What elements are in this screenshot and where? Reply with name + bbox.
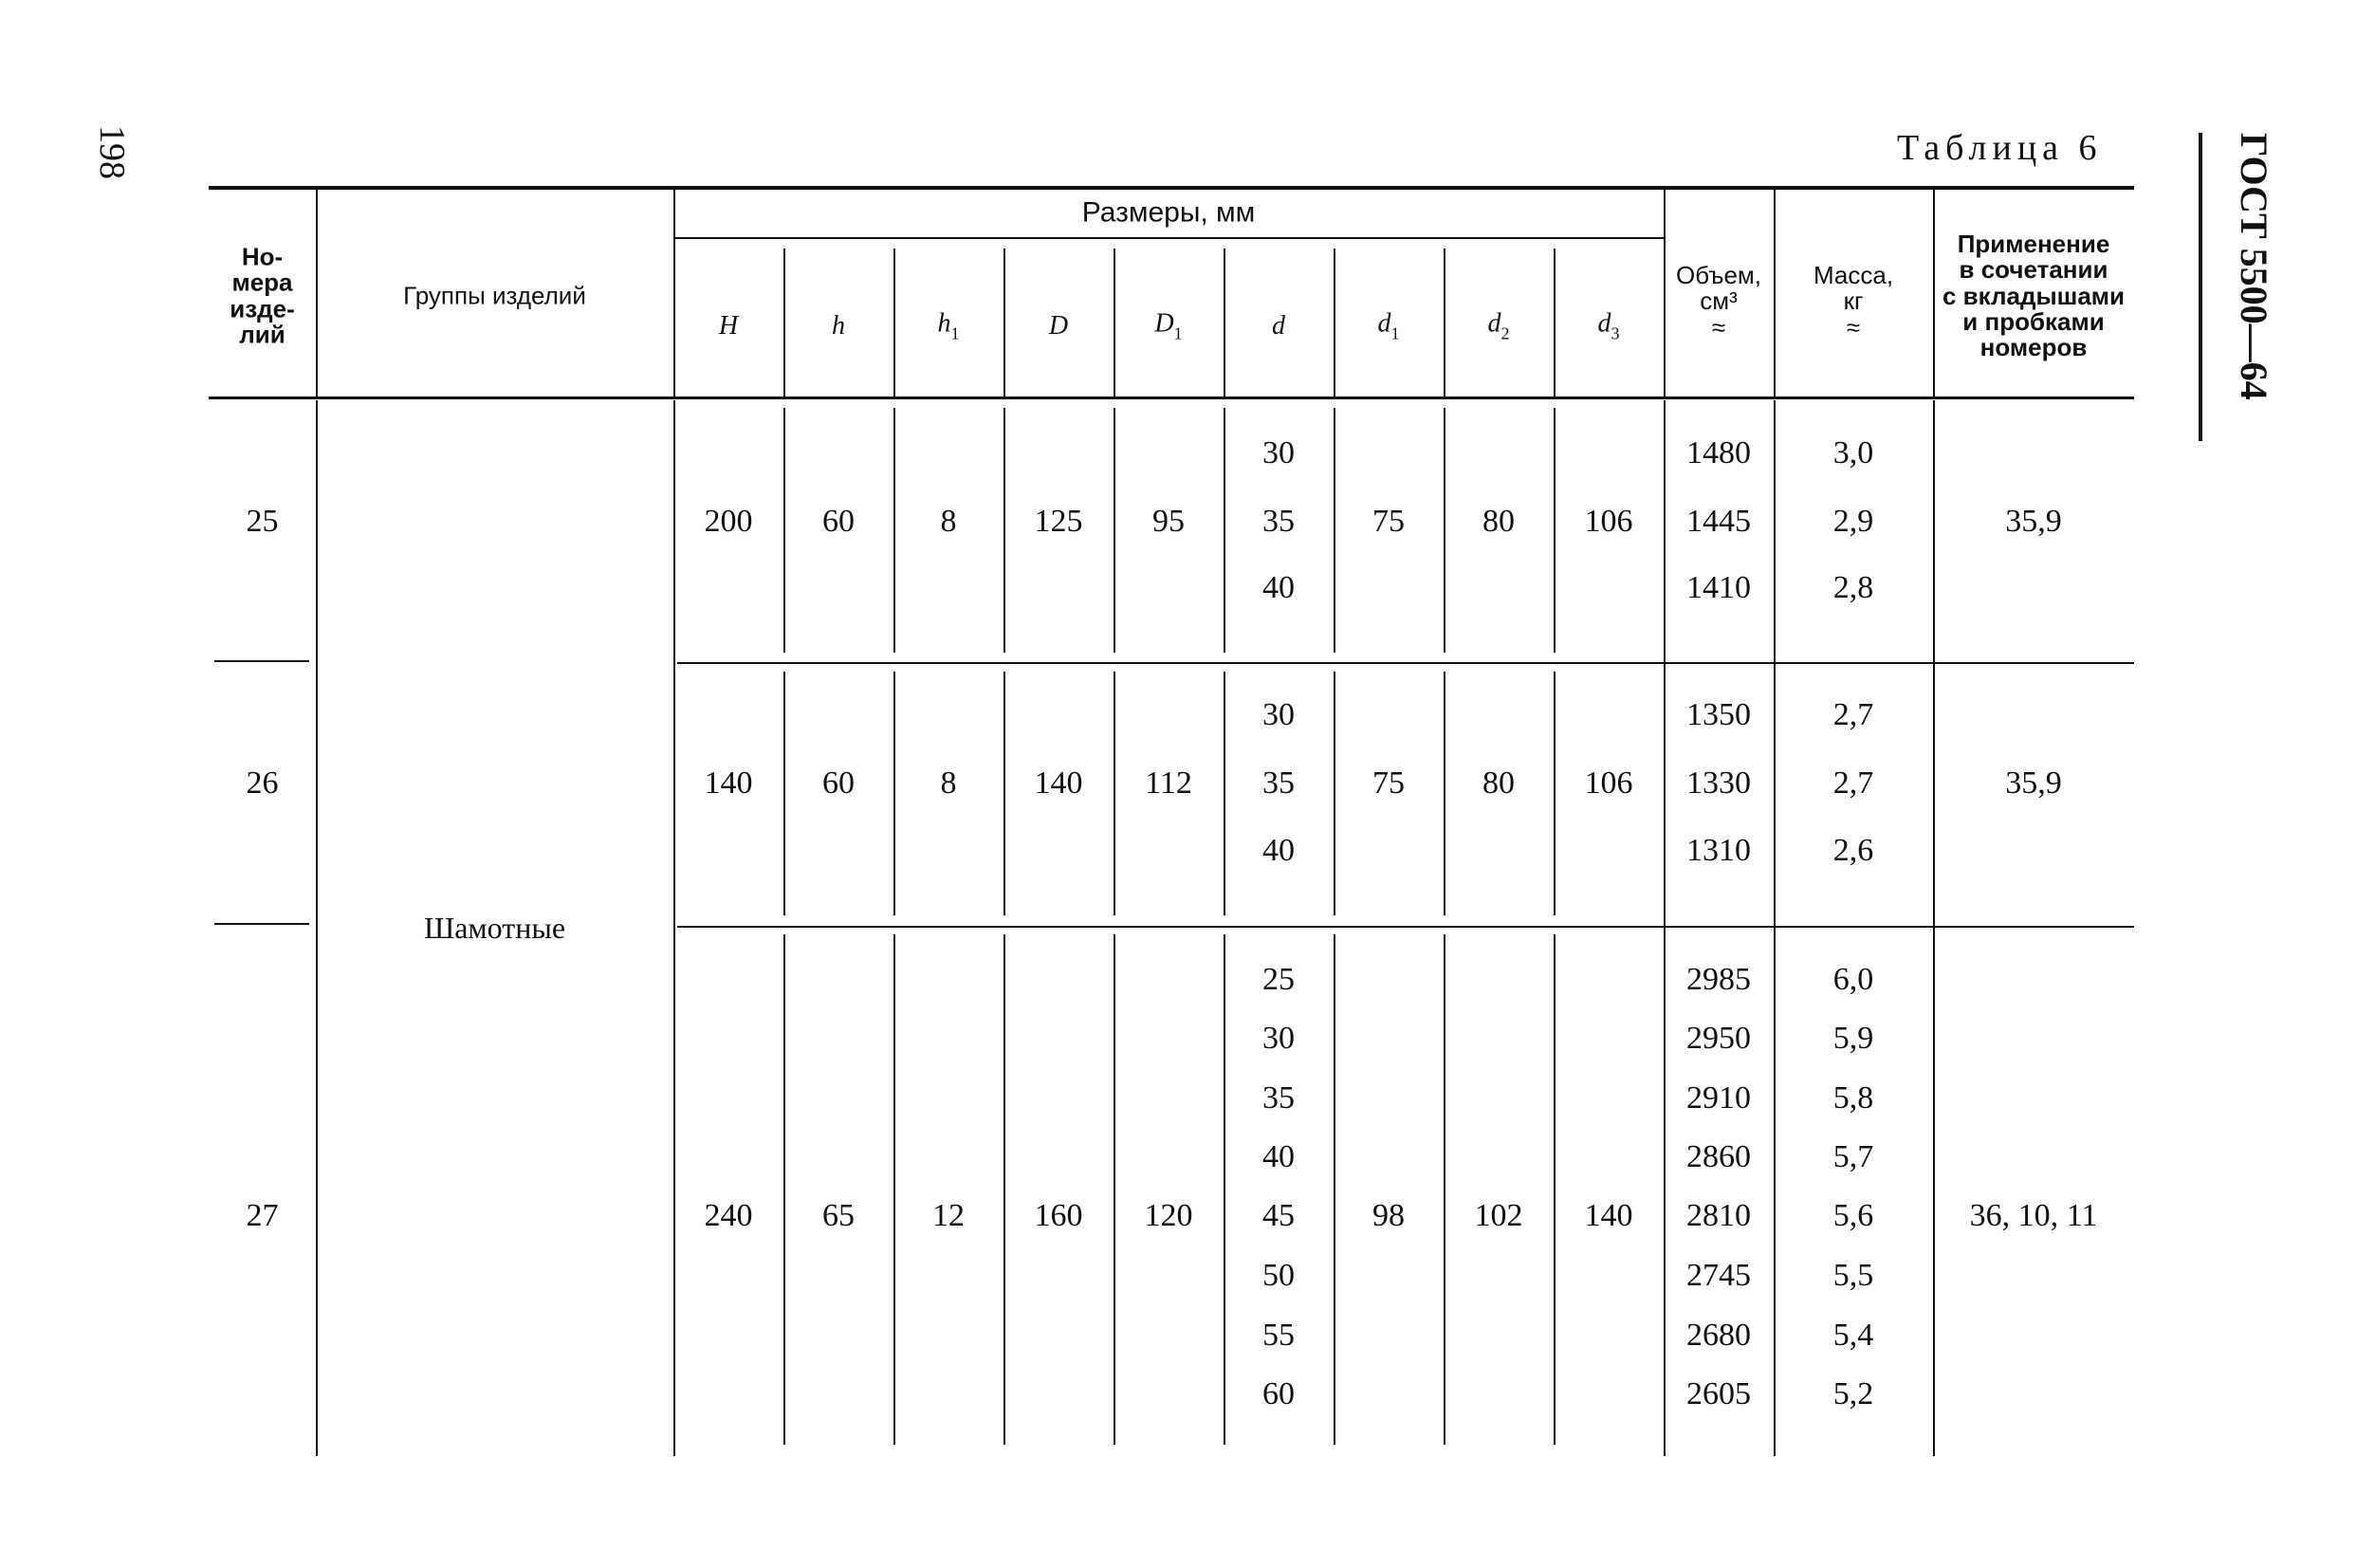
cell-d: 25: [1262, 962, 1295, 997]
body-col-rule: [893, 408, 895, 653]
dim-symbol: h: [832, 311, 845, 341]
dim-subscript: 2: [1500, 323, 1510, 343]
cell-H: 140: [704, 766, 753, 801]
header-col-rule: [1224, 249, 1225, 397]
header-mass: Масса, кг ≈: [1813, 261, 1894, 341]
cell-volume: 2950: [1686, 1021, 1751, 1056]
cell-d: 50: [1262, 1258, 1295, 1293]
header-col-rule: [673, 190, 675, 397]
standard-rule: [2199, 133, 2202, 441]
body-col-rule: [783, 934, 785, 1445]
body-col-rule: [1554, 408, 1556, 653]
dim-symbol: H: [718, 311, 739, 341]
body-col-rule: [1003, 934, 1005, 1445]
cell-mass: 5,9: [1832, 1021, 1874, 1056]
cell-d1: 98: [1372, 1198, 1405, 1233]
page-number: 198: [92, 125, 132, 179]
header-dim-symbol: [1487, 308, 1510, 343]
body-col-rule: [1444, 934, 1445, 1445]
body-col-rule: [1334, 672, 1335, 915]
standard-code: ГОСТ 5500—64: [2233, 133, 2275, 400]
dim-symbol: D: [1154, 308, 1174, 339]
body-col-rule: [783, 672, 785, 915]
body-col-rule: [1774, 400, 1776, 1456]
body-col-rule: [1224, 408, 1225, 653]
cell-D: 140: [1034, 766, 1083, 801]
cell-d: 40: [1262, 833, 1295, 868]
header-dim-symbol: [937, 308, 960, 343]
cell-d: 60: [1262, 1376, 1295, 1411]
row-separator-num: [214, 923, 309, 925]
header-dim-symbol: [1597, 308, 1620, 343]
cell-mass: 5,6: [1832, 1198, 1874, 1233]
body-col-rule: [1334, 934, 1335, 1445]
cell-mass: 2,7: [1832, 697, 1874, 732]
cell-h1: 8: [940, 504, 957, 539]
cell-mass: 2,6: [1832, 833, 1874, 868]
cell-d: 35: [1262, 1080, 1295, 1116]
cell-mass: 6,0: [1832, 962, 1874, 997]
dim-subscript: 1: [950, 323, 960, 343]
header-col-rule: [1114, 249, 1115, 397]
header-col-rule: [893, 249, 895, 397]
body-col-rule: [1114, 672, 1115, 915]
cell-d2: 80: [1482, 504, 1515, 539]
cell-d: 30: [1262, 435, 1295, 470]
row-separator: [677, 926, 2134, 928]
cell-D1: 120: [1144, 1198, 1193, 1233]
cell-d2: 80: [1482, 766, 1515, 801]
body-col-rule: [1003, 672, 1005, 915]
header-application: Применение в сочетании с вкладышами и пробками номеров: [1942, 229, 2126, 361]
cell-volume: 2985: [1686, 962, 1751, 997]
cell-volume: 1445: [1686, 504, 1751, 539]
body-col-rule: [893, 672, 895, 915]
dim-symbol: d: [1597, 308, 1611, 339]
cell-D: 160: [1034, 1198, 1083, 1233]
dim-symbol: h: [937, 308, 951, 339]
cell-D: 125: [1034, 504, 1083, 539]
cell-d1: 75: [1372, 766, 1405, 801]
cell-mass: 5,4: [1832, 1318, 1874, 1353]
header-dim-symbol: [1377, 308, 1400, 343]
header-col-rule: [316, 190, 318, 397]
cell-volume: 1310: [1686, 833, 1751, 868]
cell-application: 35,9: [2005, 766, 2062, 801]
body-col-rule: [1334, 408, 1335, 653]
body-col-rule: [1114, 408, 1115, 653]
header-item-numbers: Но- мера изде- лий: [230, 242, 295, 349]
header-col-rule: [1444, 249, 1445, 397]
header-volume: Объем, см³ ≈: [1675, 261, 1762, 341]
cell-h: 65: [822, 1198, 855, 1233]
body-col-rule: [316, 400, 318, 1456]
body-col-rule: [1444, 672, 1445, 915]
dim-symbol: d: [1272, 311, 1285, 341]
body-col-rule: [1664, 400, 1666, 1456]
row-separator: [677, 662, 2134, 664]
dim-subscript: 1: [1173, 323, 1183, 343]
cell-d2: 102: [1474, 1198, 1523, 1233]
cell-mass: 5,2: [1832, 1376, 1874, 1411]
cell-mass: 5,5: [1832, 1258, 1874, 1293]
cell-mass: 2,7: [1832, 766, 1874, 801]
header-dim-symbol: [1272, 313, 1285, 340]
product-group-name: Шамотные: [423, 911, 566, 945]
cell-h1: 8: [940, 766, 957, 801]
cell-d: 30: [1262, 697, 1295, 732]
row-number: 27: [246, 1198, 279, 1233]
header-col-rule: [1774, 190, 1776, 397]
cell-d: 45: [1262, 1198, 1295, 1233]
header-col-rule: [1334, 249, 1335, 397]
body-col-rule: [893, 934, 895, 1445]
body-col-rule: [1003, 408, 1005, 653]
cell-H: 200: [704, 504, 753, 539]
body-col-rule: [673, 400, 675, 1456]
cell-volume: 1330: [1686, 766, 1751, 801]
body-col-rule: [1444, 408, 1445, 653]
body-col-rule: [1224, 672, 1225, 915]
header-dim-symbol: [1154, 308, 1183, 343]
cell-D1: 95: [1152, 504, 1185, 539]
cell-d: 55: [1262, 1318, 1295, 1353]
cell-mass: 2,9: [1832, 504, 1874, 539]
header-dim-symbol: [1049, 313, 1068, 340]
cell-volume: 1410: [1686, 570, 1751, 605]
header-col-rule: [1003, 249, 1005, 397]
cell-h: 60: [822, 766, 855, 801]
header-product-groups: Группы изделий: [403, 281, 586, 310]
header-bottom-rule: [209, 397, 2134, 399]
cell-D1: 112: [1145, 766, 1192, 801]
cell-volume: 1480: [1686, 435, 1751, 470]
body-col-rule: [783, 408, 785, 653]
cell-h: 60: [822, 504, 855, 539]
header-col-rule: [1664, 190, 1666, 397]
cell-mass: 5,8: [1832, 1080, 1874, 1116]
header-dimensions: Размеры, мм: [1081, 196, 1256, 229]
cell-mass: 3,0: [1832, 435, 1874, 470]
cell-volume: 2680: [1686, 1318, 1751, 1353]
row-separator-num: [214, 660, 309, 662]
header-col-rule: [1554, 249, 1556, 397]
cell-d: 30: [1262, 1021, 1295, 1056]
cell-d3: 106: [1584, 766, 1633, 801]
cell-volume: 2860: [1686, 1139, 1751, 1174]
cell-volume: 2810: [1686, 1198, 1751, 1233]
body-col-rule: [1114, 934, 1115, 1445]
dim-symbol: d: [1377, 308, 1391, 339]
header-dim-symbol: [719, 313, 738, 340]
cell-mass: 5,7: [1832, 1139, 1874, 1174]
header-col-rule: [783, 249, 785, 397]
body-col-rule: [1224, 934, 1225, 1445]
cell-d: 40: [1262, 570, 1295, 605]
cell-d: 35: [1262, 504, 1295, 539]
header-dim-symbol: [832, 313, 845, 340]
cell-volume: 2910: [1686, 1080, 1751, 1116]
dim-symbol: d: [1487, 308, 1501, 339]
cell-d: 40: [1262, 1139, 1295, 1174]
row-number: 26: [246, 766, 279, 801]
table-title: Таблица 6: [1897, 128, 2103, 168]
cell-application: 35,9: [2005, 504, 2062, 539]
dimensions-subheader-rule: [673, 237, 1664, 239]
body-col-rule: [1554, 672, 1556, 915]
cell-d: 35: [1262, 766, 1295, 801]
body-col-rule: [1554, 934, 1556, 1445]
cell-d3: 106: [1584, 504, 1633, 539]
cell-h1: 12: [932, 1198, 965, 1233]
cell-application: 36, 10, 11: [1969, 1198, 2098, 1233]
row-number: 25: [246, 504, 279, 539]
dim-subscript: 3: [1611, 323, 1620, 343]
table-top-rule: [209, 186, 2134, 190]
cell-volume: 2745: [1686, 1258, 1751, 1293]
header-col-rule: [1933, 190, 1935, 397]
cell-H: 240: [704, 1198, 753, 1233]
cell-volume: 1350: [1686, 697, 1751, 732]
cell-d3: 140: [1584, 1198, 1633, 1233]
cell-volume: 2605: [1686, 1376, 1751, 1411]
dim-subscript: 1: [1390, 323, 1400, 343]
cell-mass: 2,8: [1832, 570, 1874, 605]
dim-symbol: D: [1048, 311, 1069, 341]
body-col-rule: [1933, 400, 1935, 1456]
cell-d1: 75: [1372, 504, 1405, 539]
